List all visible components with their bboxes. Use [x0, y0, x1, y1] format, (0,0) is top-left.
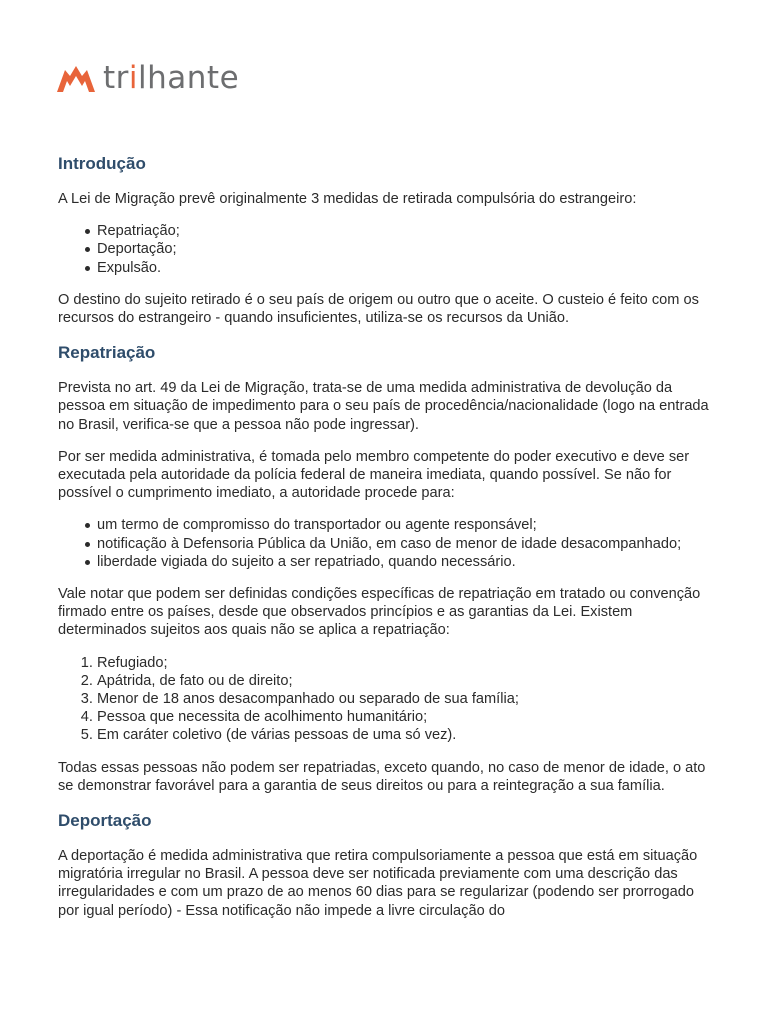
intro-closing: O destino do sujeito retirado é o seu país de origem ou outro que o aceite. O custeio é feito com os recursos do estrangeiro - quando insuficientes, utiliza-se os recursos da União.	[58, 291, 699, 327]
list-item: 1. Refugiado;	[97, 654, 714, 672]
brand-name: trilhante	[103, 59, 240, 96]
intro-lead: A Lei de Migração prevê originalmente 3 medidas de retirada compulsória do estrangeiro:	[58, 191, 637, 207]
list-item: notificação à Defensoria Pública da União, em caso de menor de idade desacompanhado;	[97, 535, 714, 553]
list-item: Deportação;	[97, 240, 714, 258]
repatriacao-paragraph-4: Todas essas pessoas não podem ser repatriadas, exceto quando, no caso de menor de idade, o ato se demonstrar favorável para a garantia de seus direitos ou para a reintegração a sua família.	[58, 759, 706, 794]
list-item: liberdade vigiada do sujeito a ser repatriado, quando necessário.	[97, 553, 714, 571]
mountain-icon	[57, 62, 95, 94]
brand-logo	[57, 59, 240, 96]
intro-measures-list	[58, 222, 714, 277]
list-item: Repatriação;	[97, 222, 714, 240]
deportacao-paragraph-1: A deportação é medida administrativa que retira compulsoriamente a pessoa que está em situação migratória irregular no Brasil. A pessoa deve ser notificada previamente com uma descrição das irregularidades e com um prazo de ao menos 60 dias para se regularizar (podendo ser prorrogado por igual período) - Essa notificação não impede a livre circulação do	[58, 848, 698, 919]
repatriacao-paragraph-2: Por ser medida administrativa, é tomada pelo membro competente do poder executivo e deve ser executada pela autoridade da polícia federal de maneira imediata, quando possível. Se não for possível o cumprimento imediato, a autoridade procede para:	[58, 448, 690, 502]
list-item: 5. Em caráter coletivo (de várias pessoas de uma só vez).	[97, 726, 714, 744]
section-heading-deportacao: Deportação	[58, 811, 152, 831]
section-heading-introducao: Introdução	[58, 154, 146, 173]
section-heading-repatriacao: Repatriação	[58, 343, 156, 363]
list-item: Expulsão.	[97, 259, 714, 277]
list-item: um termo de compromisso do transportador ou agente responsável;	[97, 516, 714, 534]
list-item: 3. Menor de 18 anos desacompanhado ou separado de sua família;	[97, 690, 714, 708]
repatriacao-exceptions-list	[58, 654, 714, 745]
repatriacao-paragraph-1: Prevista no art. 49 da Lei de Migração, trata-se de uma medida administrativa de devolução da pessoa em situação de impedimento para o seu país de procedência/nacionalidade (logo na entrada no Brasil, verifica-se que a pessoa não pode ingressar).	[58, 380, 709, 433]
list-item: 2. Apátrida, de fato ou de direito;	[97, 672, 714, 690]
repatriacao-paragraph-3: Vale notar que podem ser definidas condições específicas de repatriação em tratado ou convenção firmado entre os países, desde que observados princípios e as garantias da Lei. Existem determinados sujeitos aos quais não se aplica a repatriação:	[58, 586, 701, 639]
list-item: 4. Pessoa que necessita de acolhimento humanitário;	[97, 708, 714, 726]
document-body	[58, 152, 714, 934]
repatriacao-procedures-list	[58, 516, 714, 571]
